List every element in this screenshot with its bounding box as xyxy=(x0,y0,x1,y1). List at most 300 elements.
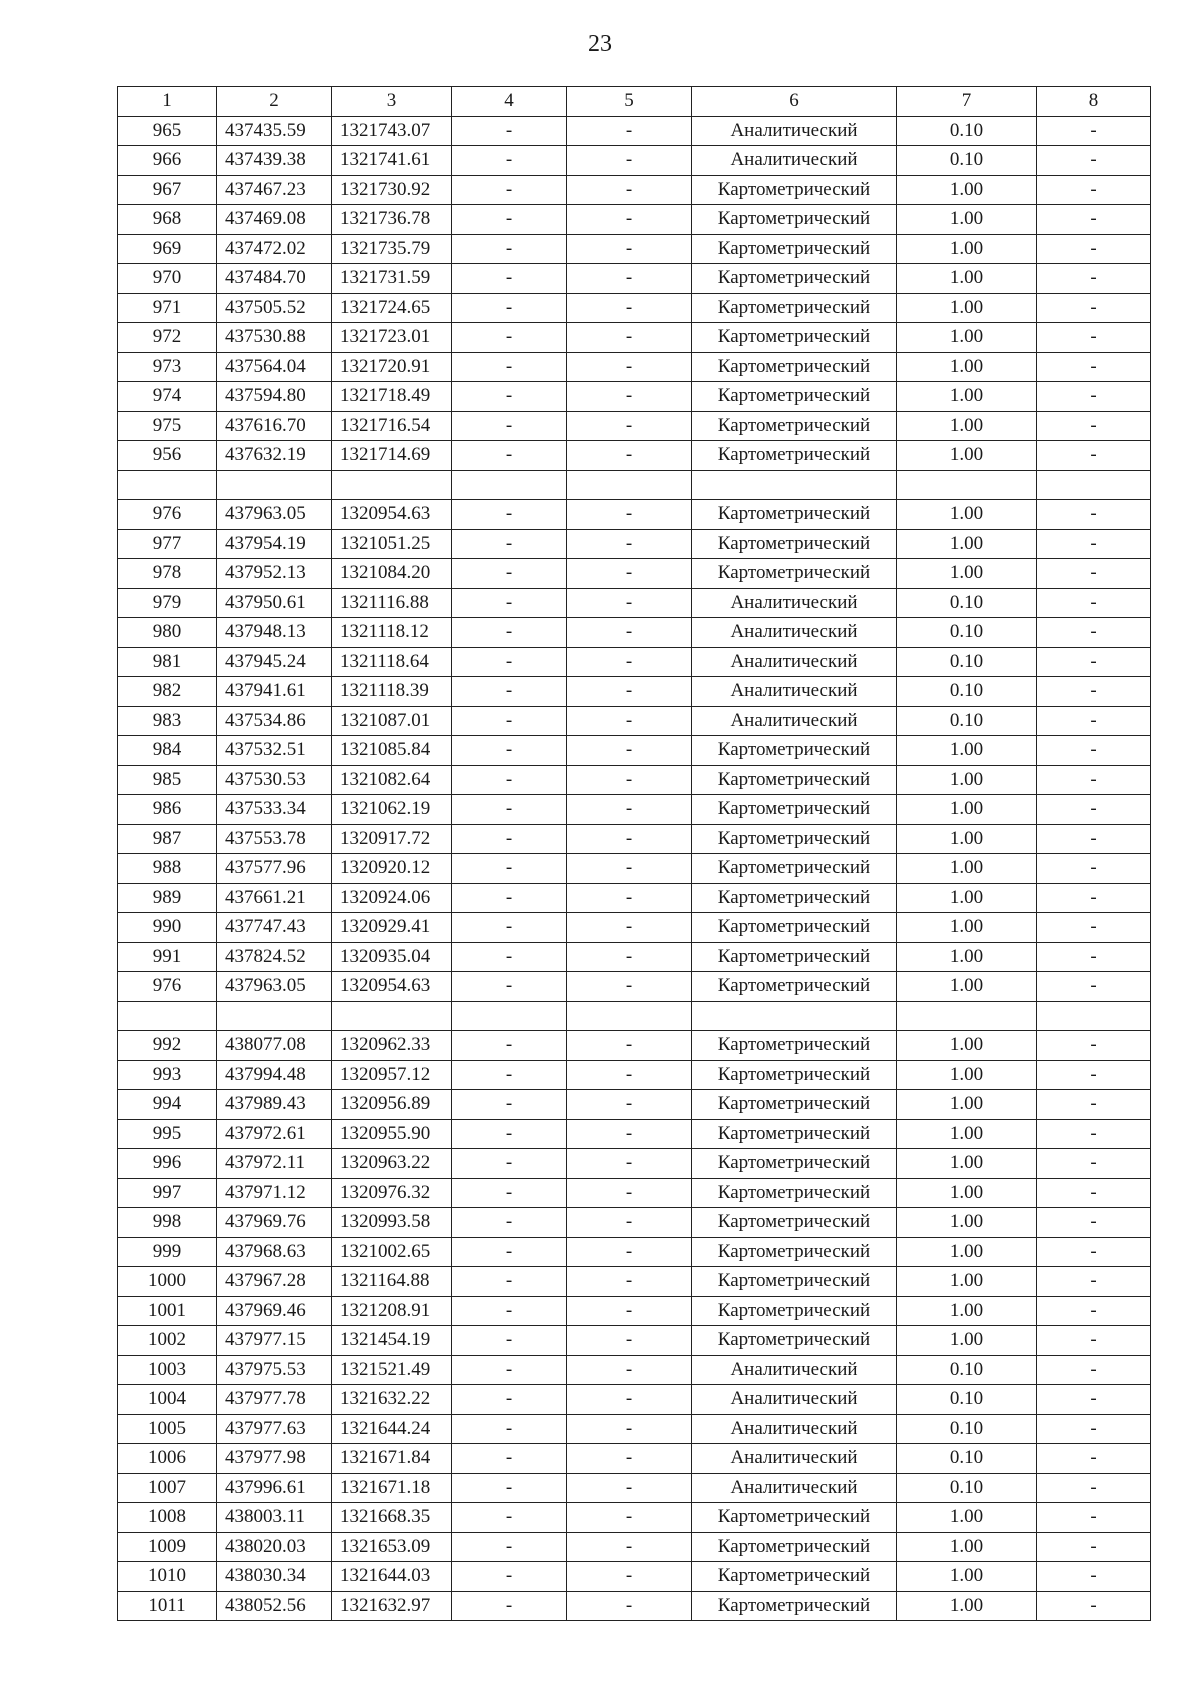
column-4-cell: - xyxy=(452,1237,567,1267)
column-8-cell: - xyxy=(1037,1414,1151,1444)
column-5-cell: - xyxy=(567,1473,692,1503)
y-coordinate-cell: 1320976.32 xyxy=(332,1178,452,1208)
x-coordinate-cell: 437533.34 xyxy=(217,795,332,825)
point-number-cell: 988 xyxy=(118,854,217,884)
empty-cell xyxy=(332,1001,452,1031)
table-row xyxy=(118,116,1151,146)
column-4-cell: - xyxy=(452,323,567,353)
column-4-cell: - xyxy=(452,1267,567,1297)
y-coordinate-cell: 1321724.65 xyxy=(332,293,452,323)
point-number-cell: 971 xyxy=(118,293,217,323)
y-coordinate-cell: 1321082.64 xyxy=(332,765,452,795)
column-8-cell: - xyxy=(1037,1149,1151,1179)
accuracy-cell: 1.00 xyxy=(897,352,1037,382)
table-row xyxy=(118,736,1151,766)
table-row xyxy=(118,323,1151,353)
column-8-cell: - xyxy=(1037,1090,1151,1120)
accuracy-cell: 1.00 xyxy=(897,1060,1037,1090)
method-cell: Картометрический xyxy=(692,1119,897,1149)
y-coordinate-cell: 1321118.12 xyxy=(332,618,452,648)
point-number-cell: 979 xyxy=(118,588,217,618)
table-body xyxy=(118,116,1151,1621)
x-coordinate-cell: 437534.86 xyxy=(217,706,332,736)
x-coordinate-cell: 437484.70 xyxy=(217,264,332,294)
x-coordinate-cell: 437467.23 xyxy=(217,175,332,205)
empty-cell xyxy=(452,1001,567,1031)
y-coordinate-cell: 1321723.01 xyxy=(332,323,452,353)
column-5-cell: - xyxy=(567,382,692,412)
x-coordinate-cell: 438020.03 xyxy=(217,1532,332,1562)
empty-cell xyxy=(217,1001,332,1031)
accuracy-cell: 1.00 xyxy=(897,441,1037,471)
x-coordinate-cell: 437553.78 xyxy=(217,824,332,854)
y-coordinate-cell: 1321164.88 xyxy=(332,1267,452,1297)
column-5-cell: - xyxy=(567,972,692,1002)
table-row xyxy=(118,1444,1151,1474)
point-number-cell: 974 xyxy=(118,382,217,412)
x-coordinate-cell: 438030.34 xyxy=(217,1562,332,1592)
column-4-cell: - xyxy=(452,293,567,323)
column-5-cell: - xyxy=(567,559,692,589)
column-8-cell: - xyxy=(1037,1208,1151,1238)
point-number-cell: 997 xyxy=(118,1178,217,1208)
column-8-cell: - xyxy=(1037,1532,1151,1562)
x-coordinate-cell: 437989.43 xyxy=(217,1090,332,1120)
y-coordinate-cell: 1321668.35 xyxy=(332,1503,452,1533)
x-coordinate-cell: 437472.02 xyxy=(217,234,332,264)
column-8-cell: - xyxy=(1037,1591,1151,1621)
x-coordinate-cell: 437950.61 xyxy=(217,588,332,618)
column-4-cell: - xyxy=(452,234,567,264)
x-coordinate-cell: 437977.63 xyxy=(217,1414,332,1444)
accuracy-cell: 1.00 xyxy=(897,529,1037,559)
column-5-cell: - xyxy=(567,1414,692,1444)
y-coordinate-cell: 1321731.59 xyxy=(332,264,452,294)
accuracy-cell: 0.10 xyxy=(897,618,1037,648)
x-coordinate-cell: 437975.53 xyxy=(217,1355,332,1385)
x-coordinate-cell: 437505.52 xyxy=(217,293,332,323)
method-cell: Аналитический xyxy=(692,1385,897,1415)
method-cell: Аналитический xyxy=(692,1414,897,1444)
empty-cell xyxy=(692,470,897,500)
point-number-cell: 996 xyxy=(118,1149,217,1179)
x-coordinate-cell: 437439.38 xyxy=(217,146,332,176)
method-cell: Аналитический xyxy=(692,677,897,707)
column-4-cell: - xyxy=(452,1385,567,1415)
accuracy-cell: 1.00 xyxy=(897,293,1037,323)
table-row xyxy=(118,1090,1151,1120)
column-5-cell: - xyxy=(567,293,692,323)
column-4-cell: - xyxy=(452,1355,567,1385)
column-4-cell: - xyxy=(452,883,567,913)
accuracy-cell: 1.00 xyxy=(897,1532,1037,1562)
accuracy-cell: 0.10 xyxy=(897,116,1037,146)
column-5-cell: - xyxy=(567,1237,692,1267)
column-5-cell: - xyxy=(567,1090,692,1120)
x-coordinate-cell: 437969.76 xyxy=(217,1208,332,1238)
x-coordinate-cell: 437963.05 xyxy=(217,972,332,1002)
y-coordinate-cell: 1321644.24 xyxy=(332,1414,452,1444)
point-number-cell: 990 xyxy=(118,913,217,943)
x-coordinate-cell: 437616.70 xyxy=(217,411,332,441)
accuracy-cell: 1.00 xyxy=(897,1562,1037,1592)
x-coordinate-cell: 437577.96 xyxy=(217,854,332,884)
x-coordinate-cell: 437971.12 xyxy=(217,1178,332,1208)
column-4-cell: - xyxy=(452,913,567,943)
x-coordinate-cell: 437530.88 xyxy=(217,323,332,353)
y-coordinate-cell: 1321718.49 xyxy=(332,382,452,412)
column-5-cell: - xyxy=(567,1060,692,1090)
y-coordinate-cell: 1321653.09 xyxy=(332,1532,452,1562)
column-8-cell: - xyxy=(1037,234,1151,264)
accuracy-cell: 0.10 xyxy=(897,588,1037,618)
accuracy-cell: 0.10 xyxy=(897,706,1037,736)
column-5-cell: - xyxy=(567,1296,692,1326)
column-8-cell: - xyxy=(1037,1385,1151,1415)
method-cell: Картометрический xyxy=(692,559,897,589)
point-number-cell: 999 xyxy=(118,1237,217,1267)
accuracy-cell: 0.10 xyxy=(897,677,1037,707)
column-4-cell: - xyxy=(452,1326,567,1356)
x-coordinate-cell: 437977.15 xyxy=(217,1326,332,1356)
table-row xyxy=(118,1296,1151,1326)
table-row xyxy=(118,293,1151,323)
column-5-cell: - xyxy=(567,765,692,795)
table-row xyxy=(118,1031,1151,1061)
y-coordinate-cell: 1321632.97 xyxy=(332,1591,452,1621)
column-8-cell: - xyxy=(1037,116,1151,146)
column-8-cell: - xyxy=(1037,647,1151,677)
table-row xyxy=(118,500,1151,530)
accuracy-cell: 0.10 xyxy=(897,1355,1037,1385)
x-coordinate-cell: 437948.13 xyxy=(217,618,332,648)
column-8-cell: - xyxy=(1037,824,1151,854)
column-4-cell: - xyxy=(452,1532,567,1562)
x-coordinate-cell: 437530.53 xyxy=(217,765,332,795)
table-row xyxy=(118,795,1151,825)
accuracy-cell: 1.00 xyxy=(897,559,1037,589)
column-5-cell: - xyxy=(567,1532,692,1562)
column-4-cell: - xyxy=(452,795,567,825)
method-cell: Картометрический xyxy=(692,1296,897,1326)
column-4-cell: - xyxy=(452,1178,567,1208)
accuracy-cell: 0.10 xyxy=(897,146,1037,176)
y-coordinate-cell: 1320917.72 xyxy=(332,824,452,854)
column-4-cell: - xyxy=(452,736,567,766)
column-4-cell: - xyxy=(452,588,567,618)
column-5-cell: - xyxy=(567,323,692,353)
method-cell: Картометрический xyxy=(692,824,897,854)
empty-cell xyxy=(217,470,332,500)
y-coordinate-cell: 1321087.01 xyxy=(332,706,452,736)
table-row xyxy=(118,1414,1151,1444)
accuracy-cell: 1.00 xyxy=(897,1503,1037,1533)
column-8-cell: - xyxy=(1037,264,1151,294)
point-number-cell: 989 xyxy=(118,883,217,913)
table-row xyxy=(118,824,1151,854)
column-4-cell: - xyxy=(452,618,567,648)
column-4-cell: - xyxy=(452,1208,567,1238)
column-4-cell: - xyxy=(452,1060,567,1090)
empty-cell xyxy=(897,1001,1037,1031)
column-4-cell: - xyxy=(452,500,567,530)
table-row xyxy=(118,411,1151,441)
table-row xyxy=(118,1503,1151,1533)
column-8-cell: - xyxy=(1037,441,1151,471)
y-coordinate-cell: 1321051.25 xyxy=(332,529,452,559)
accuracy-cell: 1.00 xyxy=(897,942,1037,972)
table-row xyxy=(118,765,1151,795)
point-number-cell: 1003 xyxy=(118,1355,217,1385)
y-coordinate-cell: 1321521.49 xyxy=(332,1355,452,1385)
point-number-cell: 977 xyxy=(118,529,217,559)
y-coordinate-cell: 1321741.61 xyxy=(332,146,452,176)
table-row xyxy=(118,854,1151,884)
column-5-cell: - xyxy=(567,854,692,884)
accuracy-cell: 1.00 xyxy=(897,1267,1037,1297)
table-row xyxy=(118,175,1151,205)
column-4-cell: - xyxy=(452,264,567,294)
column-8-cell: - xyxy=(1037,854,1151,884)
accuracy-cell: 1.00 xyxy=(897,323,1037,353)
method-cell: Картометрический xyxy=(692,1591,897,1621)
point-number-cell: 1006 xyxy=(118,1444,217,1474)
y-coordinate-cell: 1320929.41 xyxy=(332,913,452,943)
table-row xyxy=(118,677,1151,707)
column-8-cell: - xyxy=(1037,736,1151,766)
column-4-cell: - xyxy=(452,559,567,589)
column-4-cell: - xyxy=(452,1031,567,1061)
point-number-cell: 998 xyxy=(118,1208,217,1238)
column-4-cell: - xyxy=(452,1444,567,1474)
point-number-cell: 969 xyxy=(118,234,217,264)
column-4-cell: - xyxy=(452,972,567,1002)
table-separator-row xyxy=(118,470,1151,500)
column-8-cell: - xyxy=(1037,1355,1151,1385)
accuracy-cell: 0.10 xyxy=(897,1473,1037,1503)
method-cell: Картометрический xyxy=(692,972,897,1002)
column-4-cell: - xyxy=(452,706,567,736)
accuracy-cell: 1.00 xyxy=(897,736,1037,766)
point-number-cell: 972 xyxy=(118,323,217,353)
table-row xyxy=(118,1208,1151,1238)
column-8-cell: - xyxy=(1037,677,1151,707)
accuracy-cell: 1.00 xyxy=(897,500,1037,530)
column-8-cell: - xyxy=(1037,765,1151,795)
table-row xyxy=(118,972,1151,1002)
y-coordinate-cell: 1321671.18 xyxy=(332,1473,452,1503)
accuracy-cell: 1.00 xyxy=(897,854,1037,884)
column-8-cell: - xyxy=(1037,913,1151,943)
accuracy-cell: 0.10 xyxy=(897,1444,1037,1474)
method-cell: Картометрический xyxy=(692,1326,897,1356)
column-8-cell: - xyxy=(1037,1296,1151,1326)
accuracy-cell: 1.00 xyxy=(897,824,1037,854)
y-coordinate-cell: 1320955.90 xyxy=(332,1119,452,1149)
point-number-cell: 984 xyxy=(118,736,217,766)
column-8-cell: - xyxy=(1037,559,1151,589)
y-coordinate-cell: 1321743.07 xyxy=(332,116,452,146)
column-5-cell: - xyxy=(567,146,692,176)
point-number-cell: 970 xyxy=(118,264,217,294)
method-cell: Картометрический xyxy=(692,795,897,825)
column-5-cell: - xyxy=(567,234,692,264)
y-coordinate-cell: 1321062.19 xyxy=(332,795,452,825)
column-header: 4 xyxy=(452,87,567,117)
point-number-cell: 1011 xyxy=(118,1591,217,1621)
empty-cell xyxy=(452,470,567,500)
table-row xyxy=(118,1562,1151,1592)
column-5-cell: - xyxy=(567,1562,692,1592)
column-4-cell: - xyxy=(452,824,567,854)
column-8-cell: - xyxy=(1037,942,1151,972)
empty-cell xyxy=(567,1001,692,1031)
column-8-cell: - xyxy=(1037,618,1151,648)
column-4-cell: - xyxy=(452,175,567,205)
y-coordinate-cell: 1321735.79 xyxy=(332,234,452,264)
column-5-cell: - xyxy=(567,116,692,146)
point-number-cell: 992 xyxy=(118,1031,217,1061)
empty-cell xyxy=(1037,1001,1151,1031)
column-5-cell: - xyxy=(567,824,692,854)
column-5-cell: - xyxy=(567,883,692,913)
point-number-cell: 966 xyxy=(118,146,217,176)
column-5-cell: - xyxy=(567,441,692,471)
method-cell: Картометрический xyxy=(692,913,897,943)
column-8-cell: - xyxy=(1037,529,1151,559)
method-cell: Картометрический xyxy=(692,411,897,441)
method-cell: Картометрический xyxy=(692,1208,897,1238)
column-5-cell: - xyxy=(567,1355,692,1385)
accuracy-cell: 1.00 xyxy=(897,1119,1037,1149)
column-4-cell: - xyxy=(452,854,567,884)
empty-cell xyxy=(118,1001,217,1031)
point-number-cell: 967 xyxy=(118,175,217,205)
x-coordinate-cell: 437967.28 xyxy=(217,1267,332,1297)
x-coordinate-cell: 437532.51 xyxy=(217,736,332,766)
method-cell: Аналитический xyxy=(692,706,897,736)
method-cell: Аналитический xyxy=(692,146,897,176)
column-5-cell: - xyxy=(567,1031,692,1061)
column-4-cell: - xyxy=(452,382,567,412)
y-coordinate-cell: 1320956.89 xyxy=(332,1090,452,1120)
empty-cell xyxy=(1037,470,1151,500)
accuracy-cell: 1.00 xyxy=(897,1208,1037,1238)
y-coordinate-cell: 1321736.78 xyxy=(332,205,452,235)
column-4-cell: - xyxy=(452,205,567,235)
y-coordinate-cell: 1321084.20 xyxy=(332,559,452,589)
table-row xyxy=(118,1178,1151,1208)
method-cell: Картометрический xyxy=(692,205,897,235)
column-5-cell: - xyxy=(567,500,692,530)
point-number-cell: 1000 xyxy=(118,1267,217,1297)
y-coordinate-cell: 1321454.19 xyxy=(332,1326,452,1356)
accuracy-cell: 1.00 xyxy=(897,1296,1037,1326)
point-number-cell: 973 xyxy=(118,352,217,382)
x-coordinate-cell: 437952.13 xyxy=(217,559,332,589)
accuracy-cell: 1.00 xyxy=(897,1326,1037,1356)
method-cell: Картометрический xyxy=(692,323,897,353)
column-5-cell: - xyxy=(567,205,692,235)
x-coordinate-cell: 438077.08 xyxy=(217,1031,332,1061)
accuracy-cell: 1.00 xyxy=(897,175,1037,205)
point-number-cell: 986 xyxy=(118,795,217,825)
table-row xyxy=(118,1060,1151,1090)
column-8-cell: - xyxy=(1037,1119,1151,1149)
column-header: 5 xyxy=(567,87,692,117)
point-number-cell: 982 xyxy=(118,677,217,707)
empty-cell xyxy=(897,470,1037,500)
column-8-cell: - xyxy=(1037,1031,1151,1061)
x-coordinate-cell: 437977.98 xyxy=(217,1444,332,1474)
point-number-cell: 975 xyxy=(118,411,217,441)
method-cell: Картометрический xyxy=(692,264,897,294)
column-8-cell: - xyxy=(1037,382,1151,412)
point-number-cell: 1007 xyxy=(118,1473,217,1503)
column-8-cell: - xyxy=(1037,175,1151,205)
empty-cell xyxy=(692,1001,897,1031)
y-coordinate-cell: 1321085.84 xyxy=(332,736,452,766)
y-coordinate-cell: 1321671.84 xyxy=(332,1444,452,1474)
column-5-cell: - xyxy=(567,647,692,677)
column-4-cell: - xyxy=(452,1414,567,1444)
y-coordinate-cell: 1321730.92 xyxy=(332,175,452,205)
method-cell: Картометрический xyxy=(692,1267,897,1297)
accuracy-cell: 1.00 xyxy=(897,765,1037,795)
method-cell: Аналитический xyxy=(692,1473,897,1503)
method-cell: Аналитический xyxy=(692,588,897,618)
column-header: 3 xyxy=(332,87,452,117)
x-coordinate-cell: 437747.43 xyxy=(217,913,332,943)
table-row xyxy=(118,441,1151,471)
accuracy-cell: 1.00 xyxy=(897,1178,1037,1208)
point-number-cell: 985 xyxy=(118,765,217,795)
point-number-cell: 995 xyxy=(118,1119,217,1149)
column-8-cell: - xyxy=(1037,1326,1151,1356)
table-row xyxy=(118,264,1151,294)
accuracy-cell: 1.00 xyxy=(897,1031,1037,1061)
column-4-cell: - xyxy=(452,765,567,795)
y-coordinate-cell: 1320993.58 xyxy=(332,1208,452,1238)
table-row xyxy=(118,382,1151,412)
column-8-cell: - xyxy=(1037,588,1151,618)
page-number: 23 xyxy=(588,31,612,57)
column-8-cell: - xyxy=(1037,706,1151,736)
point-number-cell: 1002 xyxy=(118,1326,217,1356)
table-separator-row xyxy=(118,1001,1151,1031)
column-8-cell: - xyxy=(1037,323,1151,353)
y-coordinate-cell: 1320920.12 xyxy=(332,854,452,884)
method-cell: Аналитический xyxy=(692,1355,897,1385)
column-8-cell: - xyxy=(1037,795,1151,825)
table-row xyxy=(118,1385,1151,1415)
empty-cell xyxy=(567,470,692,500)
y-coordinate-cell: 1321632.22 xyxy=(332,1385,452,1415)
column-8-cell: - xyxy=(1037,1444,1151,1474)
point-number-cell: 968 xyxy=(118,205,217,235)
method-cell: Аналитический xyxy=(692,647,897,677)
column-5-cell: - xyxy=(567,1119,692,1149)
x-coordinate-cell: 437954.19 xyxy=(217,529,332,559)
method-cell: Картометрический xyxy=(692,942,897,972)
point-number-cell: 1010 xyxy=(118,1562,217,1592)
column-5-cell: - xyxy=(567,1149,692,1179)
column-4-cell: - xyxy=(452,647,567,677)
column-8-cell: - xyxy=(1037,411,1151,441)
x-coordinate-cell: 437824.52 xyxy=(217,942,332,972)
x-coordinate-cell: 437632.19 xyxy=(217,441,332,471)
column-8-cell: - xyxy=(1037,1237,1151,1267)
